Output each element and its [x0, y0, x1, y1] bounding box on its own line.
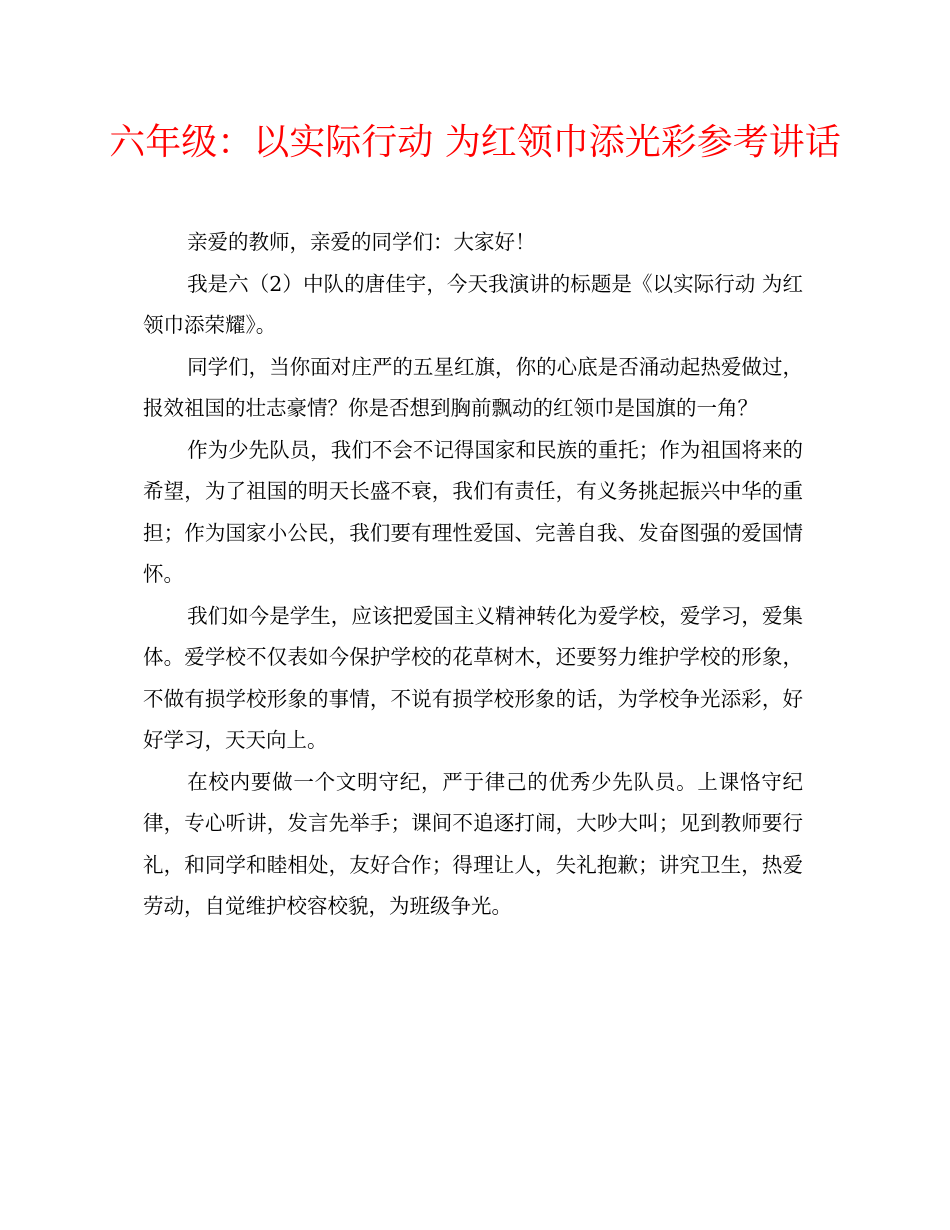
document-body [143, 222, 803, 928]
body-paragraph: 在校内要做一个文明守纪，严于律己的优秀少先队员。上课恪守纪律，专心听讲，发言先举手；课间不追逐打闹，大吵大叫；见到教师要行礼，和同学和睦相处，友好合作；得理让人，失礼抱歉；讲究卫生，热爱劳动，自觉维护校容校貌，为班级争光。 [143, 769, 803, 918]
introduction-paragraph: 我是六（2）中队的唐佳宇，今天我演讲的标题是《以实际行动 为红领巾添荣耀》。 [143, 271, 803, 337]
greeting-paragraph: 亲爱的教师，亲爱的同学们：大家好！ [187, 230, 536, 254]
document-title: 六年级：以实际行动 为红领巾添光彩参考讲话 [109, 122, 841, 163]
body-paragraph: 同学们，当你面对庄严的五星红旗，你的心底是否涌动起热爱做过，报效祖国的壮志豪情？你是否想到胸前飘动的红领巾是国旗的一角？ [143, 354, 803, 420]
body-paragraph: 作为少先队员，我们不会不记得国家和民族的重托；作为祖国将来的希望，为了祖国的明天长盛不衰，我们有责任，有义务挑起振兴中华的重担；作为国家小公民，我们要有理性爱国、完善自我、发奋图强的爱国情怀。 [143, 437, 803, 586]
body-paragraph: 我们如今是学生，应该把爱国主义精神转化为爱学校，爱学习，爱集体。爱学校不仅表如今保护学校的花草树木，还要努力维护学校的形象，不做有损学校形象的事情，不说有损学校形象的话，为学校争光添彩，好好学习，天天向上。 [143, 603, 803, 752]
